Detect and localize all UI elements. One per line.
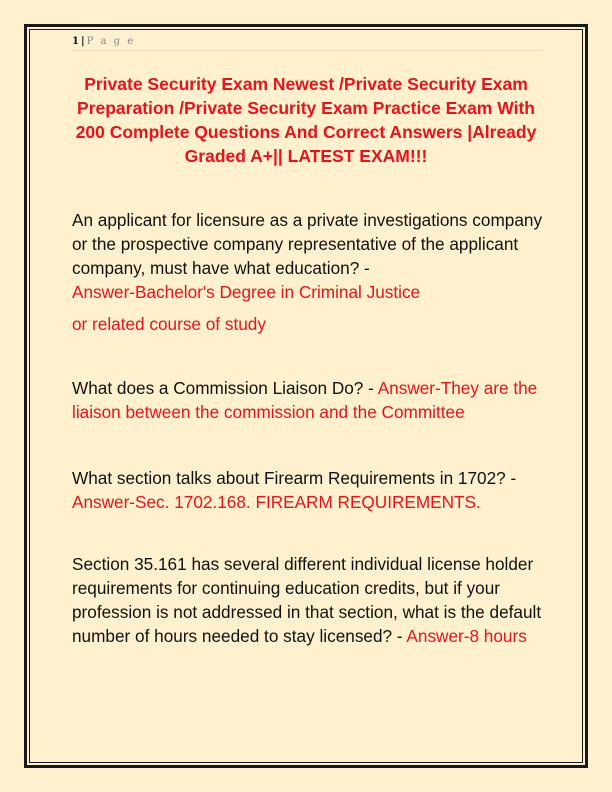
question: What section talks about Firearm Requirements in 1702? - <box>72 468 517 488</box>
question: What does a Commission Liaison Do? - <box>72 378 374 398</box>
question: An applicant for licensure as a private investigations company or the prospective company representative of the applicant company, must have what education? - <box>72 210 543 278</box>
header-divider <box>72 50 542 51</box>
qa-item-3 <box>72 466 552 514</box>
page-label: P a g e <box>86 36 136 47</box>
answer: Answer-8 hours <box>406 626 527 646</box>
document-title: Private Security Exam Newest /Private Security Exam Preparation /Private Security Exam Practice Exam With 200 Complete Questions And Correct Answers |Already Graded A+|| LATEST EXAM!!! <box>75 74 537 166</box>
page-number: 1 <box>72 36 79 47</box>
answer-continuation: or related course of study <box>72 314 266 334</box>
page-header <box>72 36 135 47</box>
answer: Answer-Bachelor's Degree in Criminal Justice <box>72 282 421 302</box>
qa-item-1 <box>72 208 552 304</box>
answer: Answer-Sec. 1702.168. FIREARM REQUIREMENTS. <box>72 492 481 512</box>
header-separator: | <box>80 36 85 47</box>
qa-item-2 <box>72 376 552 424</box>
question: Section 35.161 has several different individual license holder requirements for continuing education credits, but if your profession is not addressed in that section, what is the default number of hours needed to stay licensed? - <box>72 554 542 646</box>
answer: Answer-They are the liaison between the commission and the Committee <box>72 378 538 422</box>
qa-item-4 <box>72 552 552 648</box>
